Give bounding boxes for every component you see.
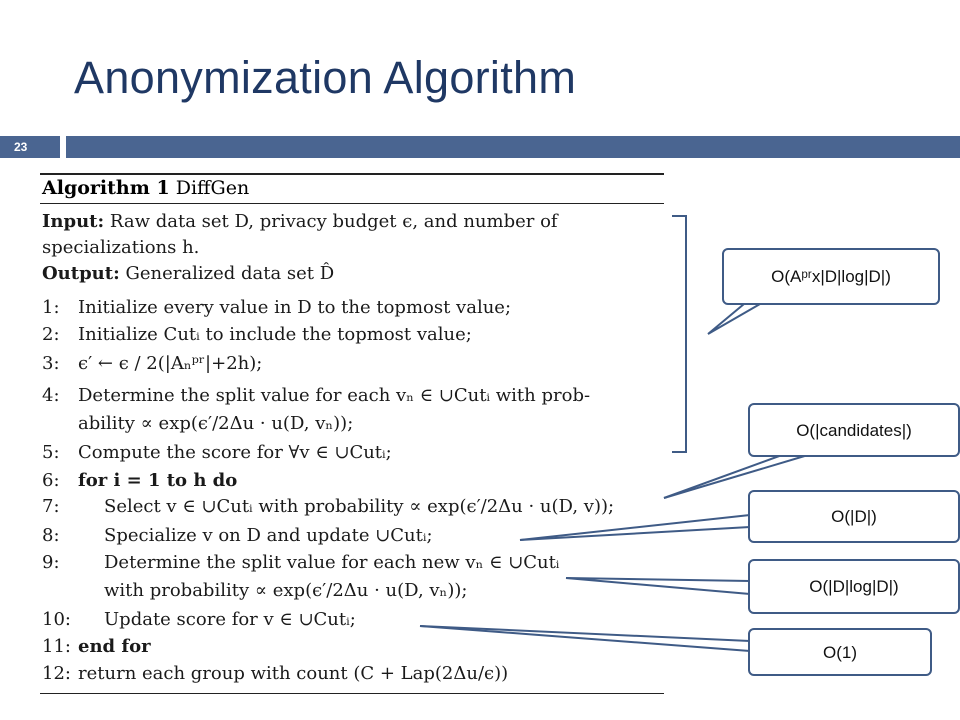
line-number: 5: xyxy=(42,442,60,463)
algorithm-line: ability ∝ exp(ϵ′/2Δu · u(D, vₙ)); xyxy=(78,413,354,434)
line-number: 6: xyxy=(42,470,60,491)
algorithm-line: Initialize every value in D to the topmost value; xyxy=(78,297,512,318)
output-text: Generalized data set D̂ xyxy=(125,263,335,284)
line-number: 4: xyxy=(42,385,60,406)
algorithm-line: Determine the split value for each vₙ ∈ ∪Cutᵢ with prob- xyxy=(78,385,591,406)
algorithm-label: Algorithm 1 xyxy=(42,177,170,199)
slide-number: 23 xyxy=(14,140,28,154)
algorithm-line: ϵ′ ← ϵ / 2(|Aₙᵖʳ|+2h); xyxy=(78,353,263,374)
line-number: 1: xyxy=(42,297,60,318)
input-line-cont: specializations h. xyxy=(42,237,200,258)
line-number: 7: xyxy=(42,496,60,517)
line-number: 11: xyxy=(42,636,71,657)
callout-complexity-update: O(1) xyxy=(748,628,932,676)
input-label: Input: xyxy=(42,211,105,232)
algorithm-line: end for xyxy=(78,636,151,657)
algorithm-line: for i = 1 to h do xyxy=(78,470,238,491)
algorithm-name: DiffGen xyxy=(175,177,250,199)
callout-complexity-split: O(|D|log|D|) xyxy=(748,559,960,614)
algorithm-line: return each group with count (C + Lap(2Δu/ϵ)) xyxy=(78,663,509,684)
connector-line xyxy=(520,515,750,540)
callout-complexity-select: O(|candidates|) xyxy=(748,403,960,457)
algorithm-line: with probability ∝ exp(ϵ′/2Δu · u(D, vₙ)); xyxy=(104,580,468,601)
callout-complexity-specialize: O(|D|) xyxy=(748,490,960,543)
brace-shape xyxy=(672,216,686,452)
line-number: 12: xyxy=(42,663,71,684)
algorithm-line: Specialize v on D and update ∪Cutᵢ; xyxy=(104,525,433,546)
connector-line xyxy=(520,527,750,540)
algorithm-line: Select v ∈ ∪Cutᵢ with probability ∝ exp(ϵ′/2Δu · u(D, v)); xyxy=(104,496,615,517)
line-number: 3: xyxy=(42,353,60,374)
callout-complexity-init: O(Aᵖʳx|D|log|D|) xyxy=(722,248,940,305)
output-label: Output: xyxy=(42,263,120,284)
line-number: 2: xyxy=(42,324,60,345)
algorithm-line: Determine the split value for each new vₙ ∈ ∪Cutᵢ xyxy=(104,552,560,573)
line-number: 8: xyxy=(42,525,60,546)
callout-tail xyxy=(708,304,760,334)
algorithm-line: Update score for v ∈ ∪Cutᵢ; xyxy=(104,609,356,630)
algorithm-line: Initialize Cutᵢ to include the topmost value; xyxy=(78,324,472,345)
line-number: 10: xyxy=(42,609,71,630)
line-number: 9: xyxy=(42,552,60,573)
slide-title: Anonymization Algorithm xyxy=(74,52,577,103)
algorithm-line: Compute the score for ∀v ∈ ∪Cutᵢ; xyxy=(78,442,392,463)
input-text: Raw data set D, privacy budget ϵ, and number of xyxy=(109,211,558,232)
